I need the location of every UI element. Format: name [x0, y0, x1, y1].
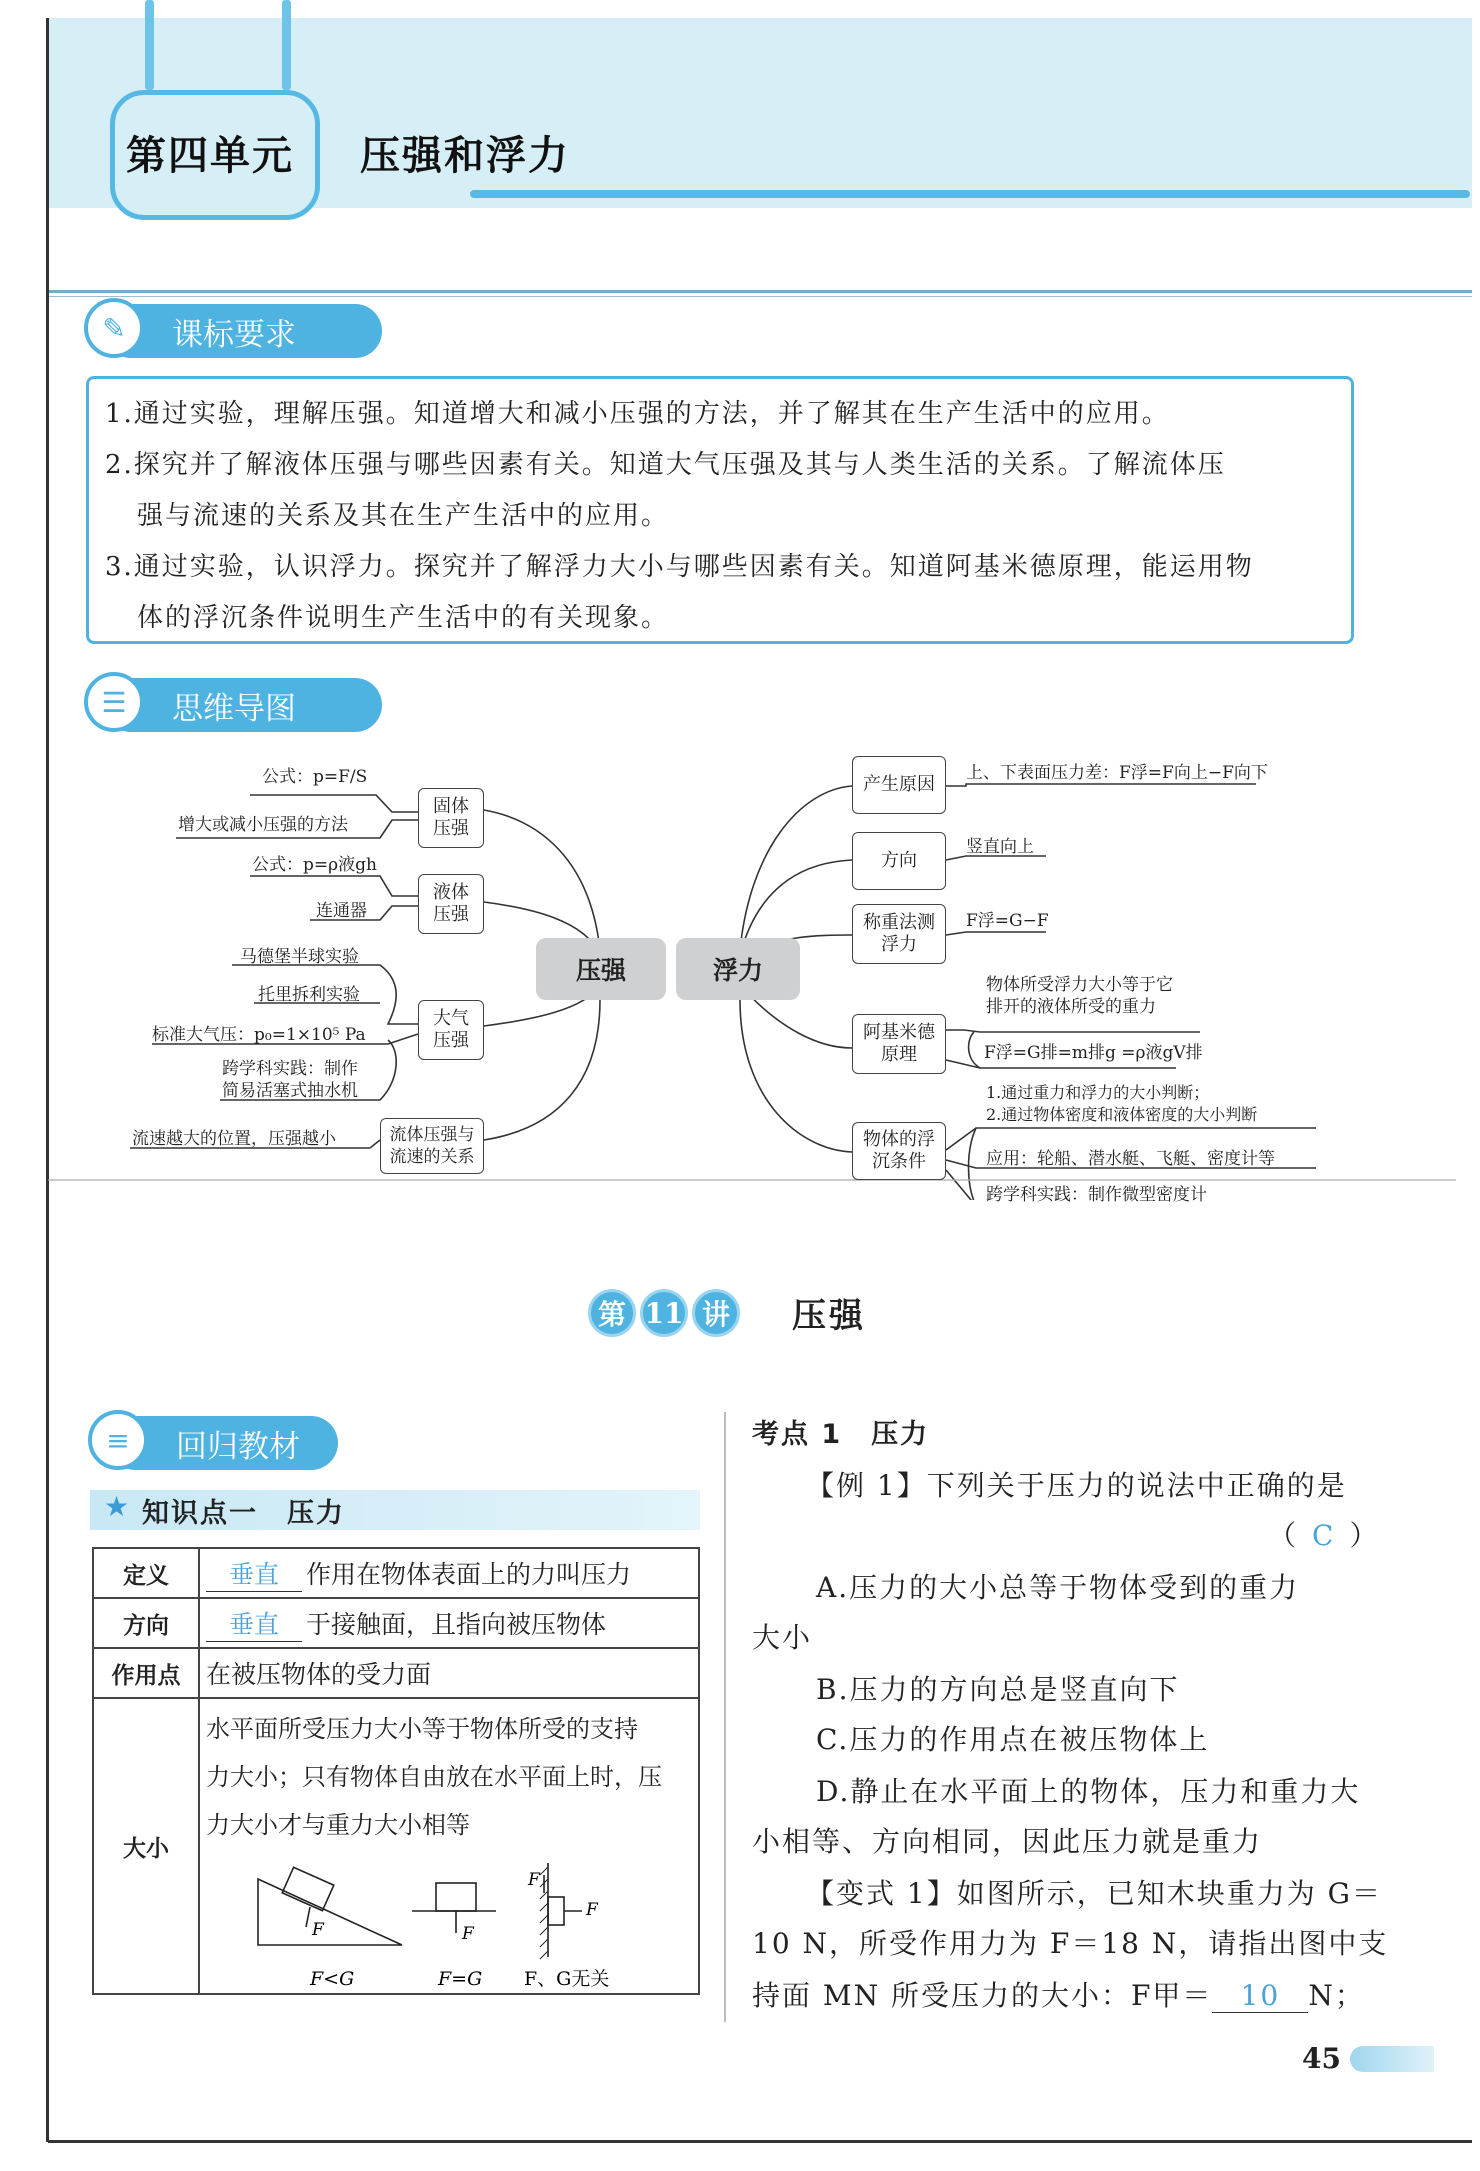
book-icon: ≡: [88, 1410, 148, 1470]
mindmap-leaf: 托里拆利实验: [258, 985, 360, 1005]
requirement-line: 体的浮沉条件说明生产生活中的有关现象。: [137, 603, 670, 633]
variant-question: 【变式 1】如图所示，已知木块重力为 G＝: [806, 1877, 1382, 1910]
cell-text: 于接触面，且指向被压物体: [306, 1609, 607, 1639]
lecture-badge-char: 第: [588, 1289, 636, 1337]
star-icon: ★: [104, 1490, 130, 1523]
lecture-badge-number: 11: [640, 1289, 688, 1337]
table-cell: 在被压物体的受力面: [199, 1648, 699, 1698]
ruler-icon: ✎: [84, 298, 144, 358]
mindmap-node-fluid-pressure: 流体压强与 流速的关系: [380, 1118, 484, 1174]
mindmap-node-float-sink: 物体的浮 沉条件: [852, 1122, 946, 1180]
unit-label: 第四单元: [126, 132, 294, 179]
table-head: 方向: [93, 1598, 199, 1648]
force-label: F: [462, 1924, 474, 1944]
variant-question-cont: [752, 1974, 1365, 2014]
variant-question-cont: 10 N，所受作用力为 F＝18 N，请指出图中支: [752, 1927, 1389, 1960]
unit-title: 压强和浮力: [360, 132, 570, 179]
mindmap-leaf: 上、下表面压力差：F浮=F向上−F向下: [966, 763, 1268, 783]
topic-heading: 考点 1 压力: [752, 1419, 930, 1450]
mindmap-node-cause: 产生原因: [852, 756, 946, 814]
table-row: [93, 1698, 699, 1994]
knowledge-point-title: 知识点一 压力: [142, 1498, 345, 1529]
page-number: 45: [1302, 2042, 1341, 2075]
mindmap-node-archimedes: 阿基米德 原理: [852, 1014, 946, 1074]
variant-text: N；: [1308, 1979, 1365, 2012]
table-head: 定义: [93, 1548, 199, 1598]
requirement-line: 1.通过实验，理解压强。知道增大和减小压强的方法，并了解其在生产生活中的应用。: [105, 399, 1170, 429]
table-cell: [199, 1548, 699, 1598]
mindmap-node-liquid-pressure: 液体 压强: [418, 874, 484, 934]
column-divider: [724, 1412, 726, 2022]
answer-bracket: [1268, 1514, 1379, 1554]
mindmap-leaf: 公式：p=ρ液gh: [252, 855, 377, 875]
force-label: F: [312, 1920, 324, 1940]
option-c: C.压力的作用点在被压物体上: [816, 1723, 1210, 1756]
section-pill: 课标要求: [104, 304, 382, 358]
mindmap-leaf: 跨学科实践：制作微型密度计: [986, 1185, 1207, 1205]
mindmap-node-direction: 方向: [852, 832, 946, 890]
cell-text: 水平面所受压力大小等于物体所受的支持: [206, 1715, 638, 1743]
mindmap-leaf: 连通器: [316, 901, 367, 921]
mindmap-leaf: 物体所受浮力大小等于它 排开的液体所受的重力: [986, 975, 1173, 1017]
mindmap-node-weighing-method: 称重法测 浮力: [852, 904, 946, 964]
force-label: F: [528, 1870, 540, 1890]
lecture-badge: [588, 1286, 740, 1340]
requirement-line: 强与流速的关系及其在生产生活中的应用。: [137, 501, 670, 531]
mindmap-leaf: 增大或减小压强的方法: [178, 815, 348, 835]
table-cell: [199, 1698, 699, 1994]
mindmap-leaf: 马德堡半球实验: [240, 947, 359, 967]
bracket-open: （: [1268, 1519, 1299, 1552]
bracket-close: ）: [1349, 1519, 1380, 1552]
knowledge-table: [92, 1547, 700, 1995]
mindmap-center-buoyancy: 浮力: [676, 938, 800, 1000]
option-b: B.压力的方向总是竖直向下: [816, 1673, 1180, 1706]
table-head: 作用点: [93, 1648, 199, 1698]
example-question: 【例 1】下列关于压力的说法中正确的是: [806, 1469, 1347, 1502]
mindmap-leaf: 公式：p=F/S: [262, 767, 368, 787]
option-a-cont: 大小: [752, 1621, 813, 1654]
mindmap-leaf: 竖直向上: [966, 837, 1034, 857]
lecture-title: 压强: [792, 1296, 866, 1336]
table-cell: [199, 1598, 699, 1648]
answer-blank: 垂直: [206, 1555, 302, 1592]
requirement-line: 2.探究并了解液体压强与哪些因素有关。知道大气压强及其与人类生活的关系。了解流体压: [105, 450, 1226, 480]
section-pill: 思维导图: [104, 678, 382, 732]
page-bottom-edge: [48, 2140, 1472, 2143]
cell-text: 作用在物体表面上的力叫压力: [306, 1559, 632, 1589]
table-row: [93, 1548, 699, 1598]
mindmap-leaf: 应用：轮船、潜水艇、飞艇、密度计等: [986, 1149, 1275, 1169]
option-d-cont: 小相等、方向相同，因此压力就是重力: [752, 1825, 1263, 1858]
cell-text: 力大小才与重力大小相等: [206, 1811, 470, 1839]
requirement-line: 3.通过实验，认识浮力。探究并了解浮力大小与哪些因素有关。知道阿基米德原理，能运用物: [105, 552, 1254, 582]
section-pill: 回归教材: [108, 1416, 338, 1470]
variant-text: 持面 MN 所受压力的大小：F甲＝: [752, 1979, 1213, 2012]
figure-caption: F<G: [310, 1968, 355, 1990]
mindmap-center-pressure: 压强: [536, 938, 666, 1000]
list-icon: ☰: [84, 672, 144, 732]
answer-value: C: [1312, 1519, 1336, 1552]
page-number-bar: [1350, 2046, 1434, 2072]
force-label: F: [586, 1900, 598, 1920]
mindmap-leaf: 流速越大的位置，压强越小: [132, 1129, 336, 1149]
pressure-figures: [206, 1853, 686, 1993]
table-row: [93, 1648, 699, 1698]
answer-blank: 垂直: [206, 1605, 302, 1642]
mindmap-leaf: F浮=G−F: [966, 911, 1049, 931]
lecture-badge-char: 讲: [692, 1289, 740, 1337]
mindmap-leaf: 1.通过重力和浮力的大小判断； 2.通过物体密度和液体密度的大小判断: [986, 1083, 1258, 1124]
mindmap-node-atmospheric-pressure: 大气 压强: [418, 1000, 484, 1060]
table-head: 大小: [93, 1698, 199, 1994]
cell-text: 力大小；只有物体自由放在水平面上时，压: [206, 1763, 662, 1791]
figure-caption: F=G: [438, 1968, 483, 1990]
mindmap-leaf: 跨学科实践：制作 简易活塞式抽水机: [222, 1059, 358, 1101]
mindmap-leaf: F浮=G排=m排g =ρ液gV排: [984, 1043, 1203, 1063]
answer-blank: 10: [1212, 1979, 1308, 2013]
option-a: A.压力的大小总等于物体受到的重力: [816, 1571, 1300, 1604]
mindmap-leaf: 标准大气压：p₀=1×10⁵ Pa: [152, 1025, 366, 1045]
table-row: [93, 1598, 699, 1648]
option-d: D.静止在水平面上的物体，压力和重力大: [816, 1775, 1361, 1808]
mindmap-node-solid-pressure: 固体 压强: [418, 788, 484, 848]
figure-caption: F、G无关: [524, 1968, 610, 1990]
